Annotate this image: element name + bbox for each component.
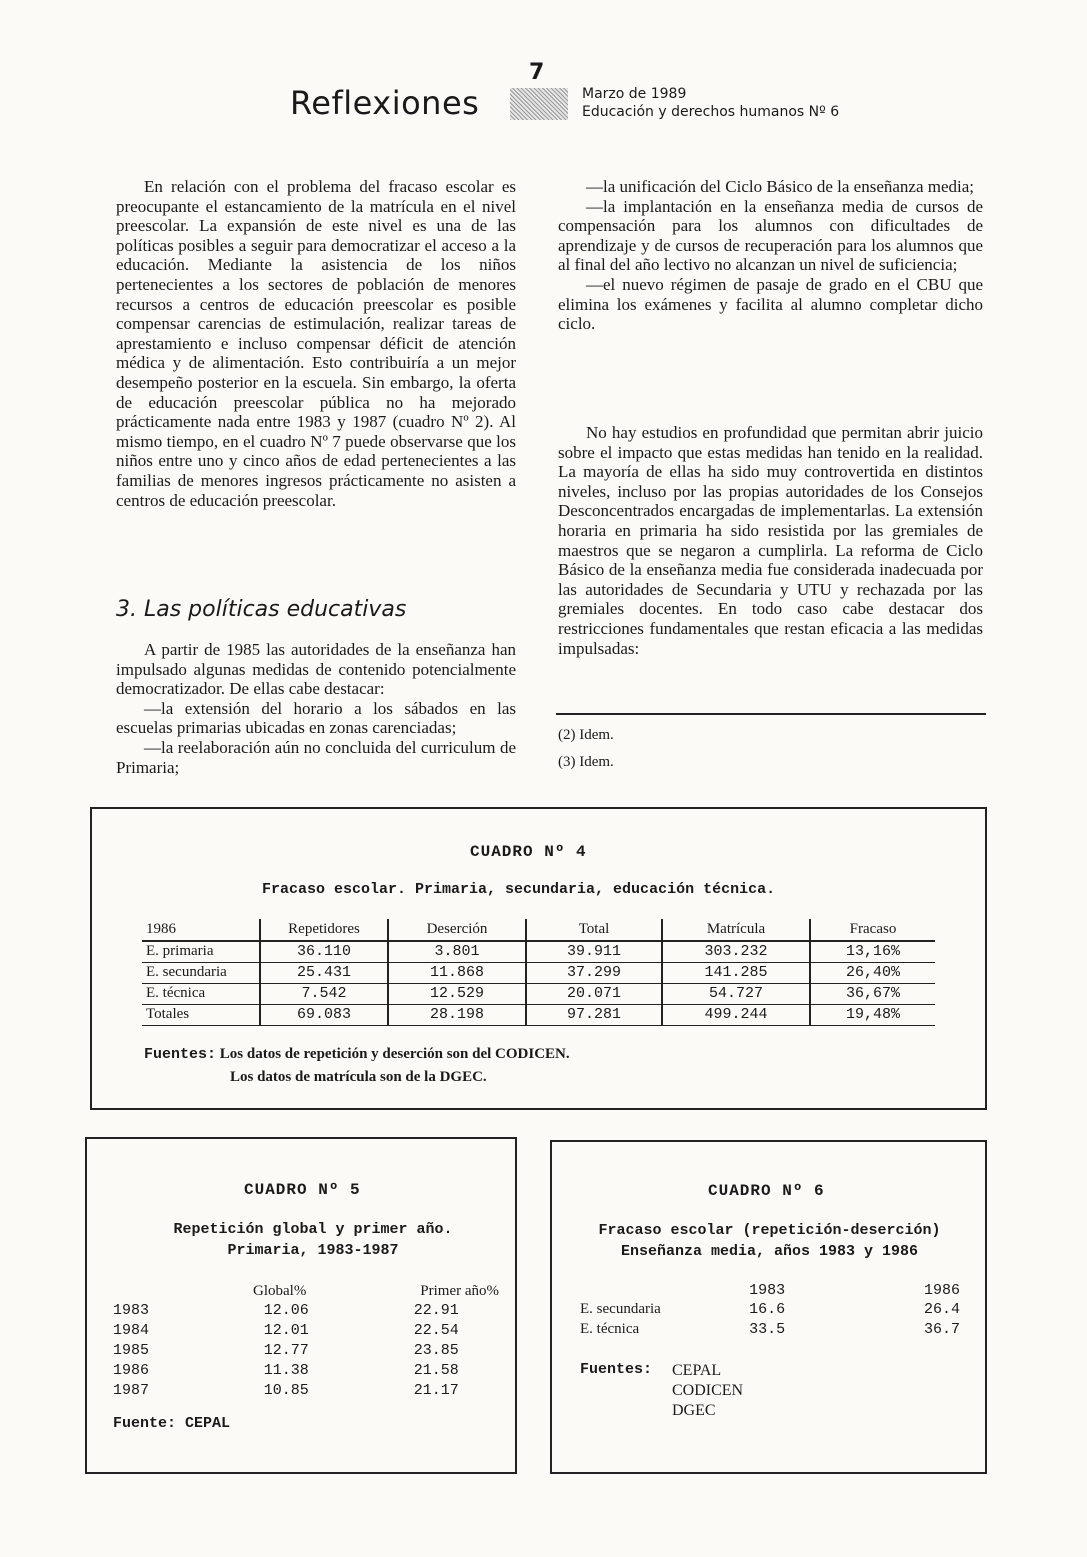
table-cell: 10.85 xyxy=(263,1381,309,1399)
table-cell: E. técnica xyxy=(142,983,260,1004)
table-cell: 1984 xyxy=(113,1322,150,1340)
issue-date: Marzo de 1989 xyxy=(582,86,687,102)
publication-title: Reflexiones xyxy=(290,84,480,122)
column-header: 1986 xyxy=(923,1281,960,1299)
column-header: Total xyxy=(526,919,662,941)
footnote: (3) Idem. xyxy=(558,754,614,770)
table-row xyxy=(113,1360,503,1380)
table-title: CUADRO Nº 5 xyxy=(244,1181,361,1199)
table-row xyxy=(113,1380,503,1400)
table-subtitle: Repetición global y primer año. xyxy=(173,1221,453,1238)
list-item: —la unificación del Ciclo Básico de la enseñanza media; xyxy=(586,177,975,196)
table-cell: 23.85 xyxy=(413,1341,459,1359)
table-cell: 21.17 xyxy=(413,1381,459,1399)
column-header xyxy=(113,1281,203,1301)
table-cell: 1986 xyxy=(113,1361,150,1379)
source-item: CODICEN xyxy=(672,1382,744,1399)
table-cell: 37.299 xyxy=(526,962,662,983)
table-cell: 16.6 xyxy=(749,1301,786,1319)
table-header-row xyxy=(580,1280,970,1300)
list-item: —la implantación en la enseñanza media de cursos de compensación para los alumnos con dificultades de aprendizaje y de cursos de recuperación para los alumnos que al final del año lectivo no alcanzan un nivel de suficiencia; xyxy=(558,196,983,275)
table-cell: E. secundaria xyxy=(580,1301,661,1318)
table-row xyxy=(142,983,935,1004)
table-header-row xyxy=(113,1281,503,1301)
column-header: Deserción xyxy=(388,919,526,941)
paragraph: En relación con el problema del fracaso escolar es preocupante el estancamiento de la matrícula en el nivel preescolar. La expansión de este nivel es una de las políticas posibles a seguir para democratizar el acceso a la educación. Mediante la asistencia de los niños pertenecientes a los sectores de población de menores recursos a centros de educación preescolar es posible compensar carencias de estimulación, realizar tareas de aprestamiento e incluso compensar déficit de atención médica y de alimentación. Esto contribuiría a un mejor desempeño posterior en la escuela. Sin embargo, la oferta de educación preescolar pública no ha mejorado prácticamente nada entre 1983 y 1987 (cuadro Nº 2). Al mismo tiempo, en el cuadro Nº 7 puede observarse que los niños entre uno y cinco años de edad pertenecientes a las familias de menores ingresos prácticamente no asisten a centros de educación preescolar. xyxy=(116,177,516,510)
paragraph: A partir de 1985 las autoridades de la enseñanza han impulsado algunas medidas de contenido potencialmente democratizador. De ellas cabe destacar: xyxy=(116,640,516,699)
footnote-divider xyxy=(556,713,986,715)
table-cell: 36.110 xyxy=(260,941,388,962)
table-cell: 12.529 xyxy=(388,983,526,1004)
table-row xyxy=(142,941,935,962)
table-source: Fuente: CEPAL xyxy=(113,1415,231,1432)
table-box-cuadro-6 xyxy=(550,1140,987,1474)
table-cell: 36,67% xyxy=(810,983,935,1004)
table-cell: 1985 xyxy=(113,1341,150,1359)
table-row xyxy=(580,1300,970,1320)
table-subtitle: Primaria, 1983-1987 xyxy=(227,1242,399,1259)
page-number: 7 xyxy=(529,60,545,85)
table-cell: 11.868 xyxy=(388,962,526,983)
table-sources-line-2 xyxy=(230,1069,487,1086)
table-cell: 11.38 xyxy=(263,1361,309,1379)
sources-list xyxy=(672,1361,743,1421)
table-cell: 13,16% xyxy=(810,941,935,962)
header-hatch-ornament xyxy=(510,88,568,120)
issue-title: Educación y derechos humanos Nº 6 xyxy=(582,104,840,120)
column-header xyxy=(580,1280,710,1300)
table-subtitle: Fracaso escolar. Primaria, secundaria, educación técnica. xyxy=(262,881,776,898)
table-cell: E. secundaria xyxy=(142,962,260,983)
section-heading: 3. Las políticas educativas xyxy=(116,597,407,622)
sources-label: Fuentes: xyxy=(144,1046,217,1063)
column-header: 1986 xyxy=(142,919,260,941)
table-cell: 39.911 xyxy=(526,941,662,962)
paragraph: No hay estudios en profundidad que permitan abrir juicio sobre el impacto que estas medidas han tenido en la realidad. La mayoría de ellas ha sido muy controvertida en distintos niveles, incluso por las propias autoridades de los Consejos Desconcentrados encargadas de implementarlas. La extensión horaria en primaria ha sido resistida por las gremiales de maestros que se negaron a cumplirla. La reforma de Ciclo Básico de la enseñanza media fue considerada inadecuada por las autoridades de Secundaria y UTU y rechazada por las gremiales docentes. En todo caso cabe destacar dos restricciones fundamentales que restan eficacia a las medidas impulsadas: xyxy=(558,423,983,658)
table-cell: 141.285 xyxy=(662,962,810,983)
table-cell: 33.5 xyxy=(749,1321,786,1339)
column-header: Matrícula xyxy=(662,919,810,941)
table-subtitle: Enseñanza media, años 1983 y 1986 xyxy=(620,1243,919,1260)
table-cell: 1983 xyxy=(113,1302,150,1320)
table-box-cuadro-5 xyxy=(85,1137,517,1474)
table-cell: E. primaria xyxy=(142,941,260,962)
table-row xyxy=(142,962,935,983)
table-cell: 26,40% xyxy=(810,962,935,983)
table-subtitle: Fracaso escolar (repetición-deserción) xyxy=(598,1222,941,1239)
right-column-top xyxy=(558,177,983,334)
table-cell: 499.244 xyxy=(662,1004,810,1025)
list-item: —la reelaboración aún no concluida del curriculum de Primaria; xyxy=(116,737,516,777)
sources-text: Los datos de repetición y deserción son del CODICEN. xyxy=(219,1046,570,1062)
table-title: CUADRO Nº 4 xyxy=(470,843,587,861)
table-cell: Totales xyxy=(142,1004,260,1025)
table-cell: 22.54 xyxy=(413,1322,459,1340)
table-cell: 54.727 xyxy=(662,983,810,1004)
list-item: —el nuevo régimen de pasaje de grado en el CBU que elimina los exámenes y facilita al alumno completar dicho ciclo. xyxy=(558,274,983,334)
data-table xyxy=(580,1280,970,1340)
source-item: CEPAL xyxy=(672,1362,722,1379)
table-row xyxy=(113,1321,503,1341)
table-cell: 3.801 xyxy=(388,941,526,962)
source-item: DGEC xyxy=(672,1402,716,1419)
column-header: 1983 xyxy=(749,1281,786,1299)
footnote: (2) Idem. xyxy=(558,727,614,743)
column-header: Fracaso xyxy=(810,919,935,941)
table-cell: 69.083 xyxy=(260,1004,388,1025)
table-cell: 20.071 xyxy=(526,983,662,1004)
column-header: Repetidores xyxy=(260,919,388,941)
table-title: CUADRO Nº 6 xyxy=(708,1182,825,1200)
table-row xyxy=(142,1004,935,1025)
left-column-bottom xyxy=(116,640,516,777)
table-box-cuadro-4 xyxy=(90,807,987,1110)
table-cell: E. técnica xyxy=(580,1321,640,1338)
table-cell: 97.281 xyxy=(526,1004,662,1025)
table-cell: 21.58 xyxy=(413,1361,459,1379)
table-cell: 7.542 xyxy=(260,983,388,1004)
table-cell: 26.4 xyxy=(923,1301,960,1319)
left-column-top xyxy=(116,177,516,510)
table-cell: 19,48% xyxy=(810,1004,935,1025)
table-sources xyxy=(144,1046,570,1063)
table-cell: 1987 xyxy=(113,1381,150,1399)
table-cell: 12.01 xyxy=(263,1322,309,1340)
data-table xyxy=(142,919,935,1026)
table-cell: 28.198 xyxy=(388,1004,526,1025)
table-cell: 36.7 xyxy=(923,1321,960,1339)
table-cell: 303.232 xyxy=(662,941,810,962)
column-header: Global% xyxy=(253,1282,307,1299)
table-header-row xyxy=(142,919,935,941)
sources-text: Los datos de matrícula son de la DGEC. xyxy=(230,1069,487,1085)
sources-label: Fuentes: xyxy=(580,1361,653,1378)
table-row xyxy=(113,1341,503,1361)
list-item: —la extensión del horario a los sábados en las escuelas primarias ubicadas en zonas carenciadas; xyxy=(116,698,516,738)
table-cell: 25.431 xyxy=(260,962,388,983)
right-column-middle xyxy=(558,423,983,658)
table-cell: 12.06 xyxy=(263,1302,309,1320)
table-row xyxy=(580,1320,970,1340)
table-cell: 22.91 xyxy=(413,1302,459,1320)
table-row xyxy=(113,1301,503,1321)
table-cell: 12.77 xyxy=(263,1341,309,1359)
data-table xyxy=(113,1281,503,1400)
column-header: Primer año% xyxy=(420,1282,499,1299)
